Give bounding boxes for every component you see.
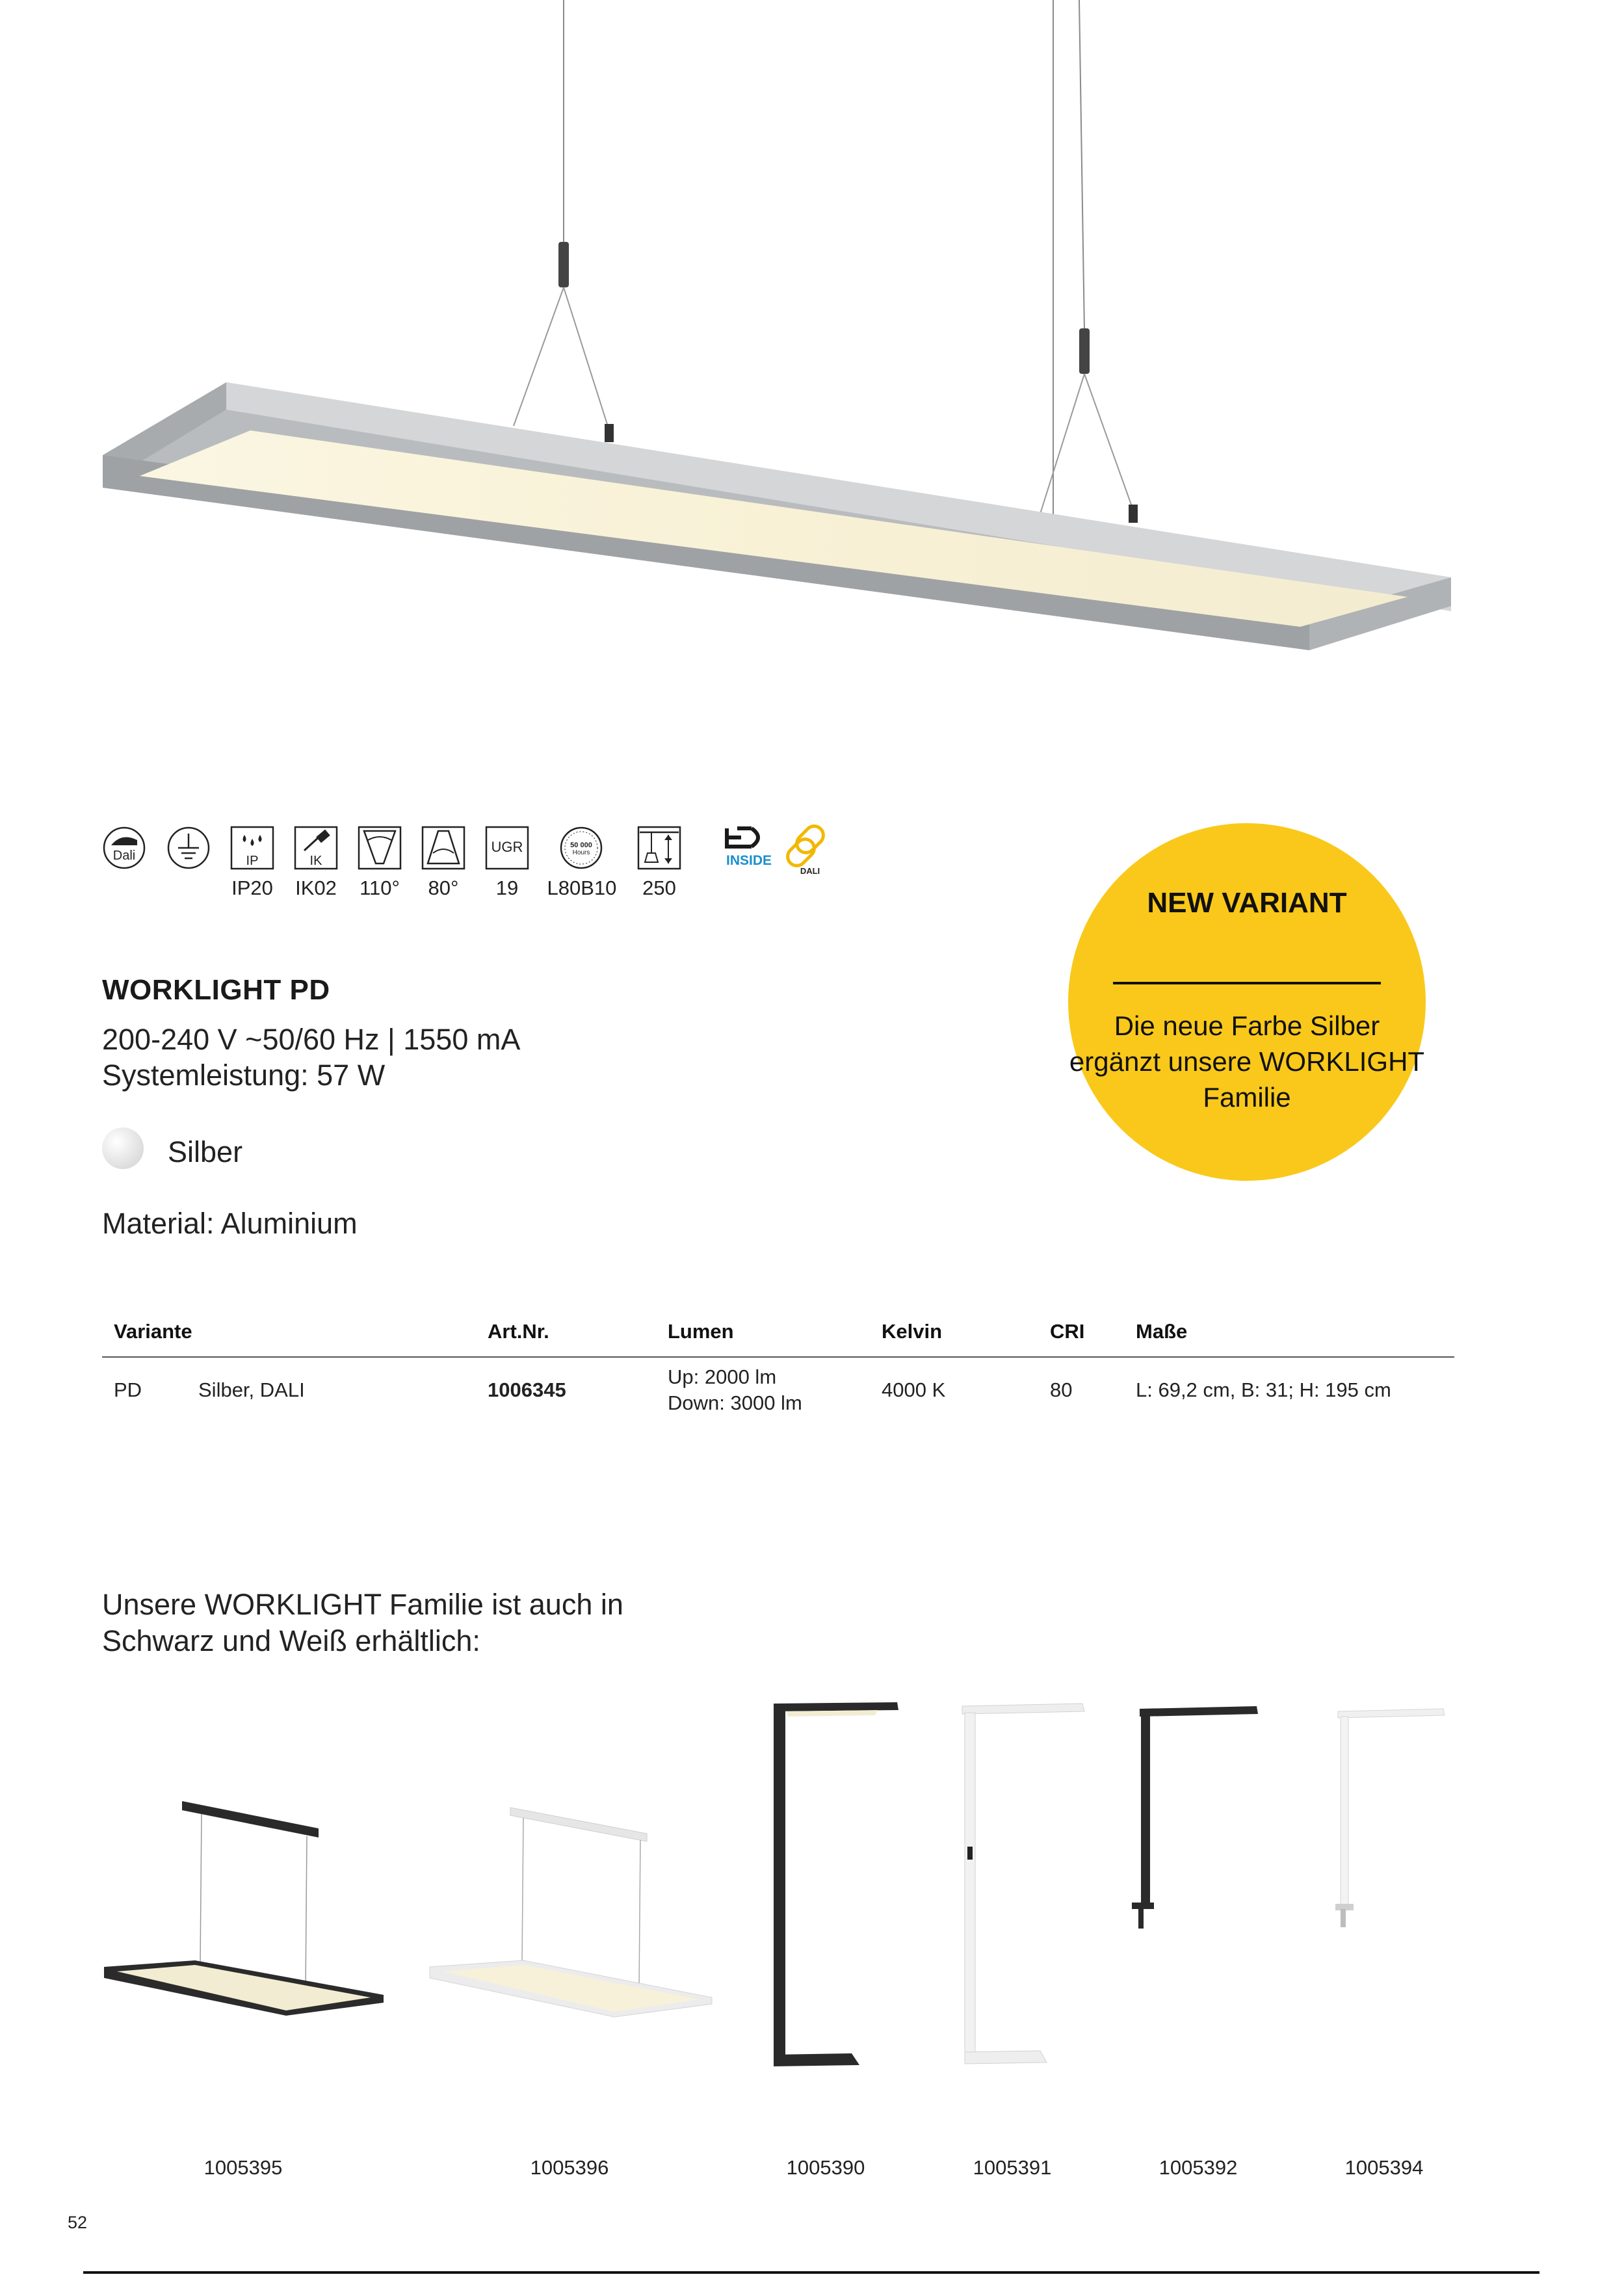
cell-art-nr: 1006345 <box>488 1378 566 1401</box>
new-variant-badge <box>1068 823 1426 1181</box>
ugr-glare-icon <box>485 826 529 870</box>
page-number: 52 <box>68 2213 88 2232</box>
ik-impact-icon <box>294 826 338 870</box>
cell-dimensions: L: 69,2 cm, B: 31; H: 195 cm <box>1136 1378 1391 1401</box>
family-heading: Unsere WORKLIGHT Familie ist auch in Schwarz und Weiß erhältlich: <box>102 1588 623 1657</box>
hours-icon-unit: Hours <box>572 849 590 856</box>
family-item-number: 1005392 <box>1159 2156 1238 2179</box>
ugr-icon-text: UGR <box>491 839 523 855</box>
earth-ground-icon <box>166 826 211 870</box>
header-lumen: Lumen <box>668 1320 734 1343</box>
ugr-value-label: 19 <box>495 876 519 899</box>
badge-title: NEW VARIANT <box>1147 887 1347 919</box>
family-item-number: 1005395 <box>203 2156 283 2179</box>
header-art-nr: Art.Nr. <box>488 1320 549 1343</box>
beam-110-value-label: 110° <box>360 876 400 899</box>
header-cri: CRI <box>1050 1320 1085 1343</box>
header-masse: Maße <box>1136 1320 1188 1343</box>
ik-icon-text: IK <box>309 854 322 868</box>
color-swatch-silver <box>102 1127 144 1169</box>
header-kelvin: Kelvin <box>882 1320 943 1343</box>
cell-finish: Silber, DALI <box>198 1378 305 1401</box>
product-image-1005390 <box>748 1697 917 2087</box>
cell-lumen-up: Up: 2000 lm <box>668 1365 777 1388</box>
cell-cri: 80 <box>1050 1378 1073 1401</box>
cell-variant: PD <box>114 1378 142 1401</box>
led-inside-icon <box>722 824 776 871</box>
hero-product-image <box>0 0 1624 702</box>
dali-link-icon <box>784 822 837 875</box>
product-image-1005394 <box>1307 1697 1476 1938</box>
lifetime-hours-icon <box>559 826 603 870</box>
family-item-number: 1005394 <box>1344 2156 1424 2179</box>
suspension-value-label: 250 <box>642 876 676 899</box>
ip-icon-text: IP <box>246 854 259 868</box>
badge-text: Die neue Farbe Silber ergänzt unsere WORKLIGHT Familie <box>1069 1010 1425 1113</box>
product-image-1005396 <box>426 1795 718 2022</box>
suspension-length-icon <box>637 826 681 870</box>
product-name: WORKLIGHT PD <box>102 974 330 1006</box>
family-item-number: 1005396 <box>530 2156 609 2179</box>
cell-lumen-down: Down: 3000 lm <box>668 1391 802 1414</box>
table-header-rule <box>102 1356 1454 1358</box>
led-inside-text: INSIDE <box>726 853 772 868</box>
ip-rating-icon <box>230 826 274 870</box>
electrical-spec: 200-240 V ~50/60 Hz | 1550 mA <box>102 1023 521 1056</box>
footer-rule <box>83 2271 1539 2274</box>
cell-kelvin: 4000 K <box>882 1378 946 1401</box>
beam-angle-80-icon <box>421 826 465 870</box>
ik-value-label: IK02 <box>295 876 337 899</box>
beam-80-value-label: 80° <box>428 876 459 899</box>
dali-link-text: DALI <box>800 866 820 875</box>
color-label: Silber <box>168 1135 243 1168</box>
badge-divider <box>1113 982 1381 984</box>
lifetime-value-label: L80B10 <box>547 876 617 899</box>
product-image-1005392 <box>1121 1697 1290 1938</box>
family-item-number: 1005390 <box>786 2156 865 2179</box>
dali-dimmable-icon <box>102 826 146 870</box>
ip-value-label: IP20 <box>231 876 273 899</box>
power-spec: Systemleistung: 57 W <box>102 1059 386 1092</box>
beam-angle-110-icon <box>358 826 402 870</box>
header-variante: Variante <box>114 1320 192 1343</box>
hours-icon-value: 50 000 <box>570 841 592 849</box>
family-item-number: 1005391 <box>973 2156 1052 2179</box>
product-image-1005391 <box>936 1697 1105 2087</box>
dali-icon-text: Dali <box>112 849 136 863</box>
material-spec: Material: Aluminium <box>102 1207 358 1240</box>
product-image-1005395 <box>98 1795 390 2022</box>
